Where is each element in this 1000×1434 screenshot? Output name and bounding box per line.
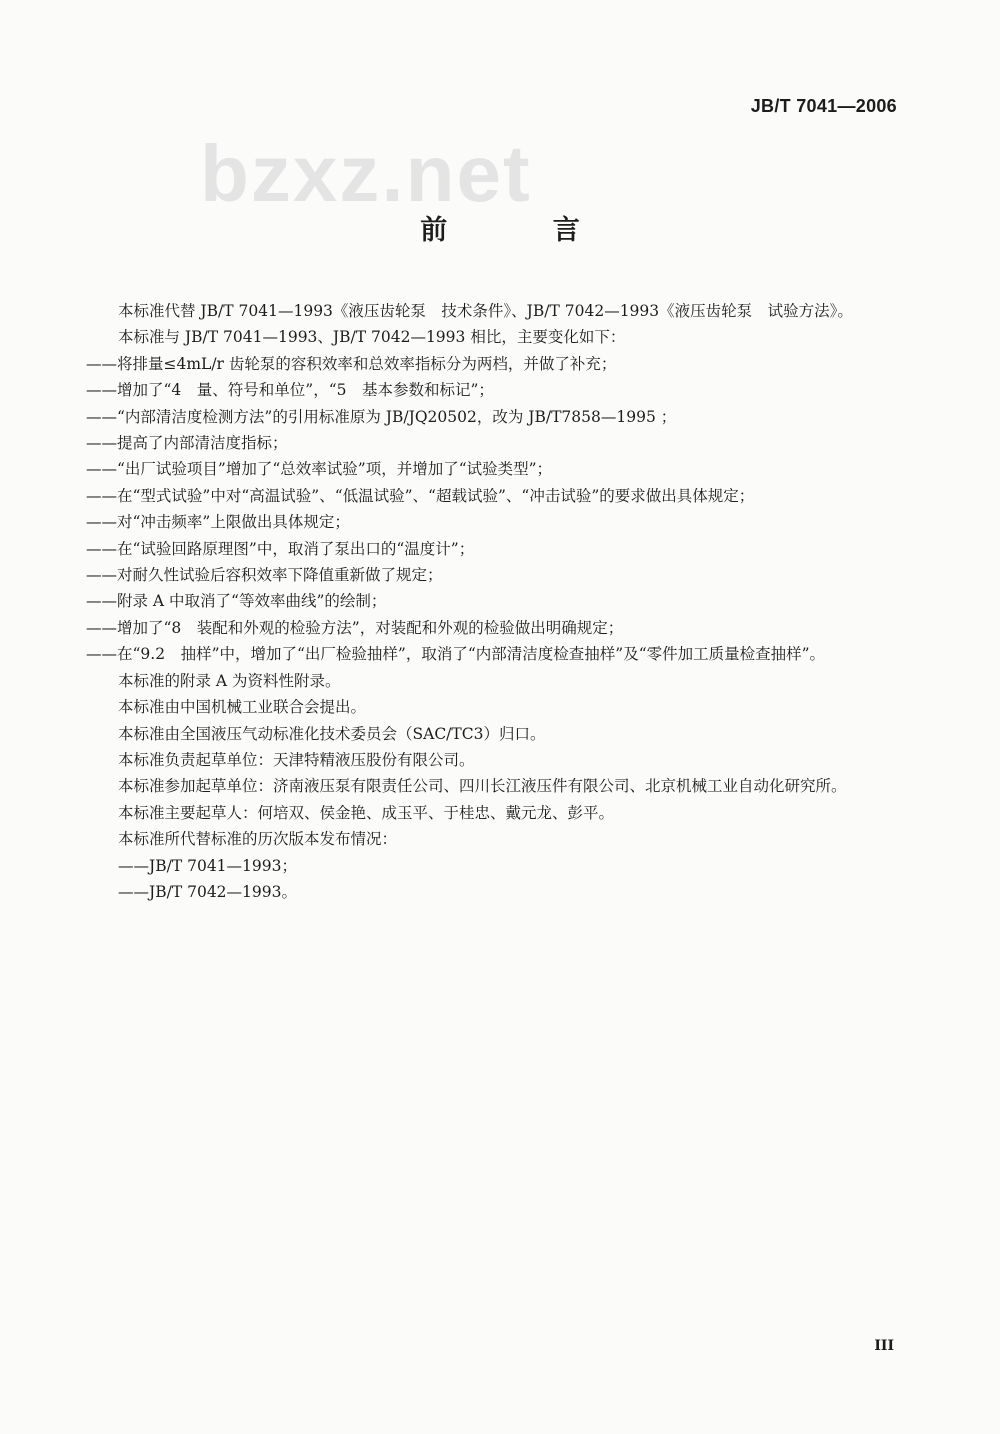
paragraph-appendix: 本标准的附录 A 为资料性附录。 bbox=[118, 671, 341, 690]
standard-number: JB/T 7041—2006 bbox=[750, 96, 897, 116]
list-item: ——对耐久性试验后容积效率下降值重新做了规定； bbox=[86, 566, 443, 585]
page-title: 前 言 bbox=[420, 215, 628, 246]
paragraph-co-drafters: 本标准参加起草单位：济南液压泵有限责任公司、四川长江液压件有限公司、北京机械工业自动化研究所。 bbox=[118, 777, 847, 796]
paragraph-history-intro: 本标准所代替标准的历次版本发布情况： bbox=[118, 830, 398, 849]
paragraph-lead-drafter: 本标准负责起草单位：天津特精液压股份有限公司。 bbox=[118, 750, 475, 769]
list-item: ——将排量≤4mL/r 齿轮泵的容积效率和总效率指标分为两档，并做了补充； bbox=[86, 354, 617, 373]
list-item: ——JB/T 7042—1993。 bbox=[118, 882, 297, 901]
paragraph-drafters: 本标准主要起草人：何培双、侯金艳、成玉平、于桂忠、戴元龙、彭平。 bbox=[118, 803, 615, 822]
paragraph-replaces: 本标准代替 JB/T 7041—1993《液压齿轮泵 技术条件》、JB/T 7042—1993《液压齿轮泵 试验方法》。 bbox=[118, 302, 853, 320]
paragraph-changes-intro: 本标准与 JB/T 7041—1993、JB/T 7042—1993 相比，主要变化如下： bbox=[118, 328, 626, 347]
list-item: ——“内部清洁度检测方法”的引用标准原为 JB/JQ20502，改为 JB/T7858—1995 ； bbox=[86, 407, 677, 426]
list-item: ——JB/T 7041—1993； bbox=[118, 856, 297, 875]
watermark: bzxz.net bbox=[200, 129, 532, 218]
changes-list bbox=[86, 351, 898, 668]
list-item: ——增加了“8 装配和外观的检验方法”，对装配和外观的检验做出明确规定； bbox=[86, 618, 624, 637]
list-item: ——在“试验回路原理图”中，取消了泵出口的“温度计”； bbox=[86, 539, 475, 558]
list-item: ——增加了“4 量、符号和单位”，“5 基本参数和标记”； bbox=[86, 381, 494, 400]
list-item: ——在“型式试验”中对“高温试验”、“低温试验”、“超载试验”、“冲击试验”的要求做出具体规定； bbox=[86, 486, 755, 505]
list-item: ——对“冲击频率”上限做出具体规定； bbox=[86, 513, 350, 532]
list-item: ——“出厂试验项目”增加了“总效率试验”项，并增加了“试验类型”； bbox=[86, 460, 553, 479]
history-list bbox=[86, 853, 898, 906]
paragraph-proposer: 本标准由中国机械工业联合会提出。 bbox=[118, 698, 367, 717]
paragraph-committee: 本标准由全国液压气动标准化技术委员会（SAC/TC3）归口。 bbox=[118, 724, 546, 743]
page-number: III bbox=[874, 1338, 894, 1354]
list-item: ——附录 A 中取消了“等效率曲线”的绘制； bbox=[86, 592, 387, 611]
list-item: ——提高了内部清洁度指标； bbox=[86, 434, 288, 453]
list-item: ——在“9.2 抽样”中，增加了“出厂检验抽样”，取消了“内部清洁度检查抽样”及“零件加工质量检查抽样”。 bbox=[86, 645, 826, 664]
document-body bbox=[86, 298, 898, 905]
